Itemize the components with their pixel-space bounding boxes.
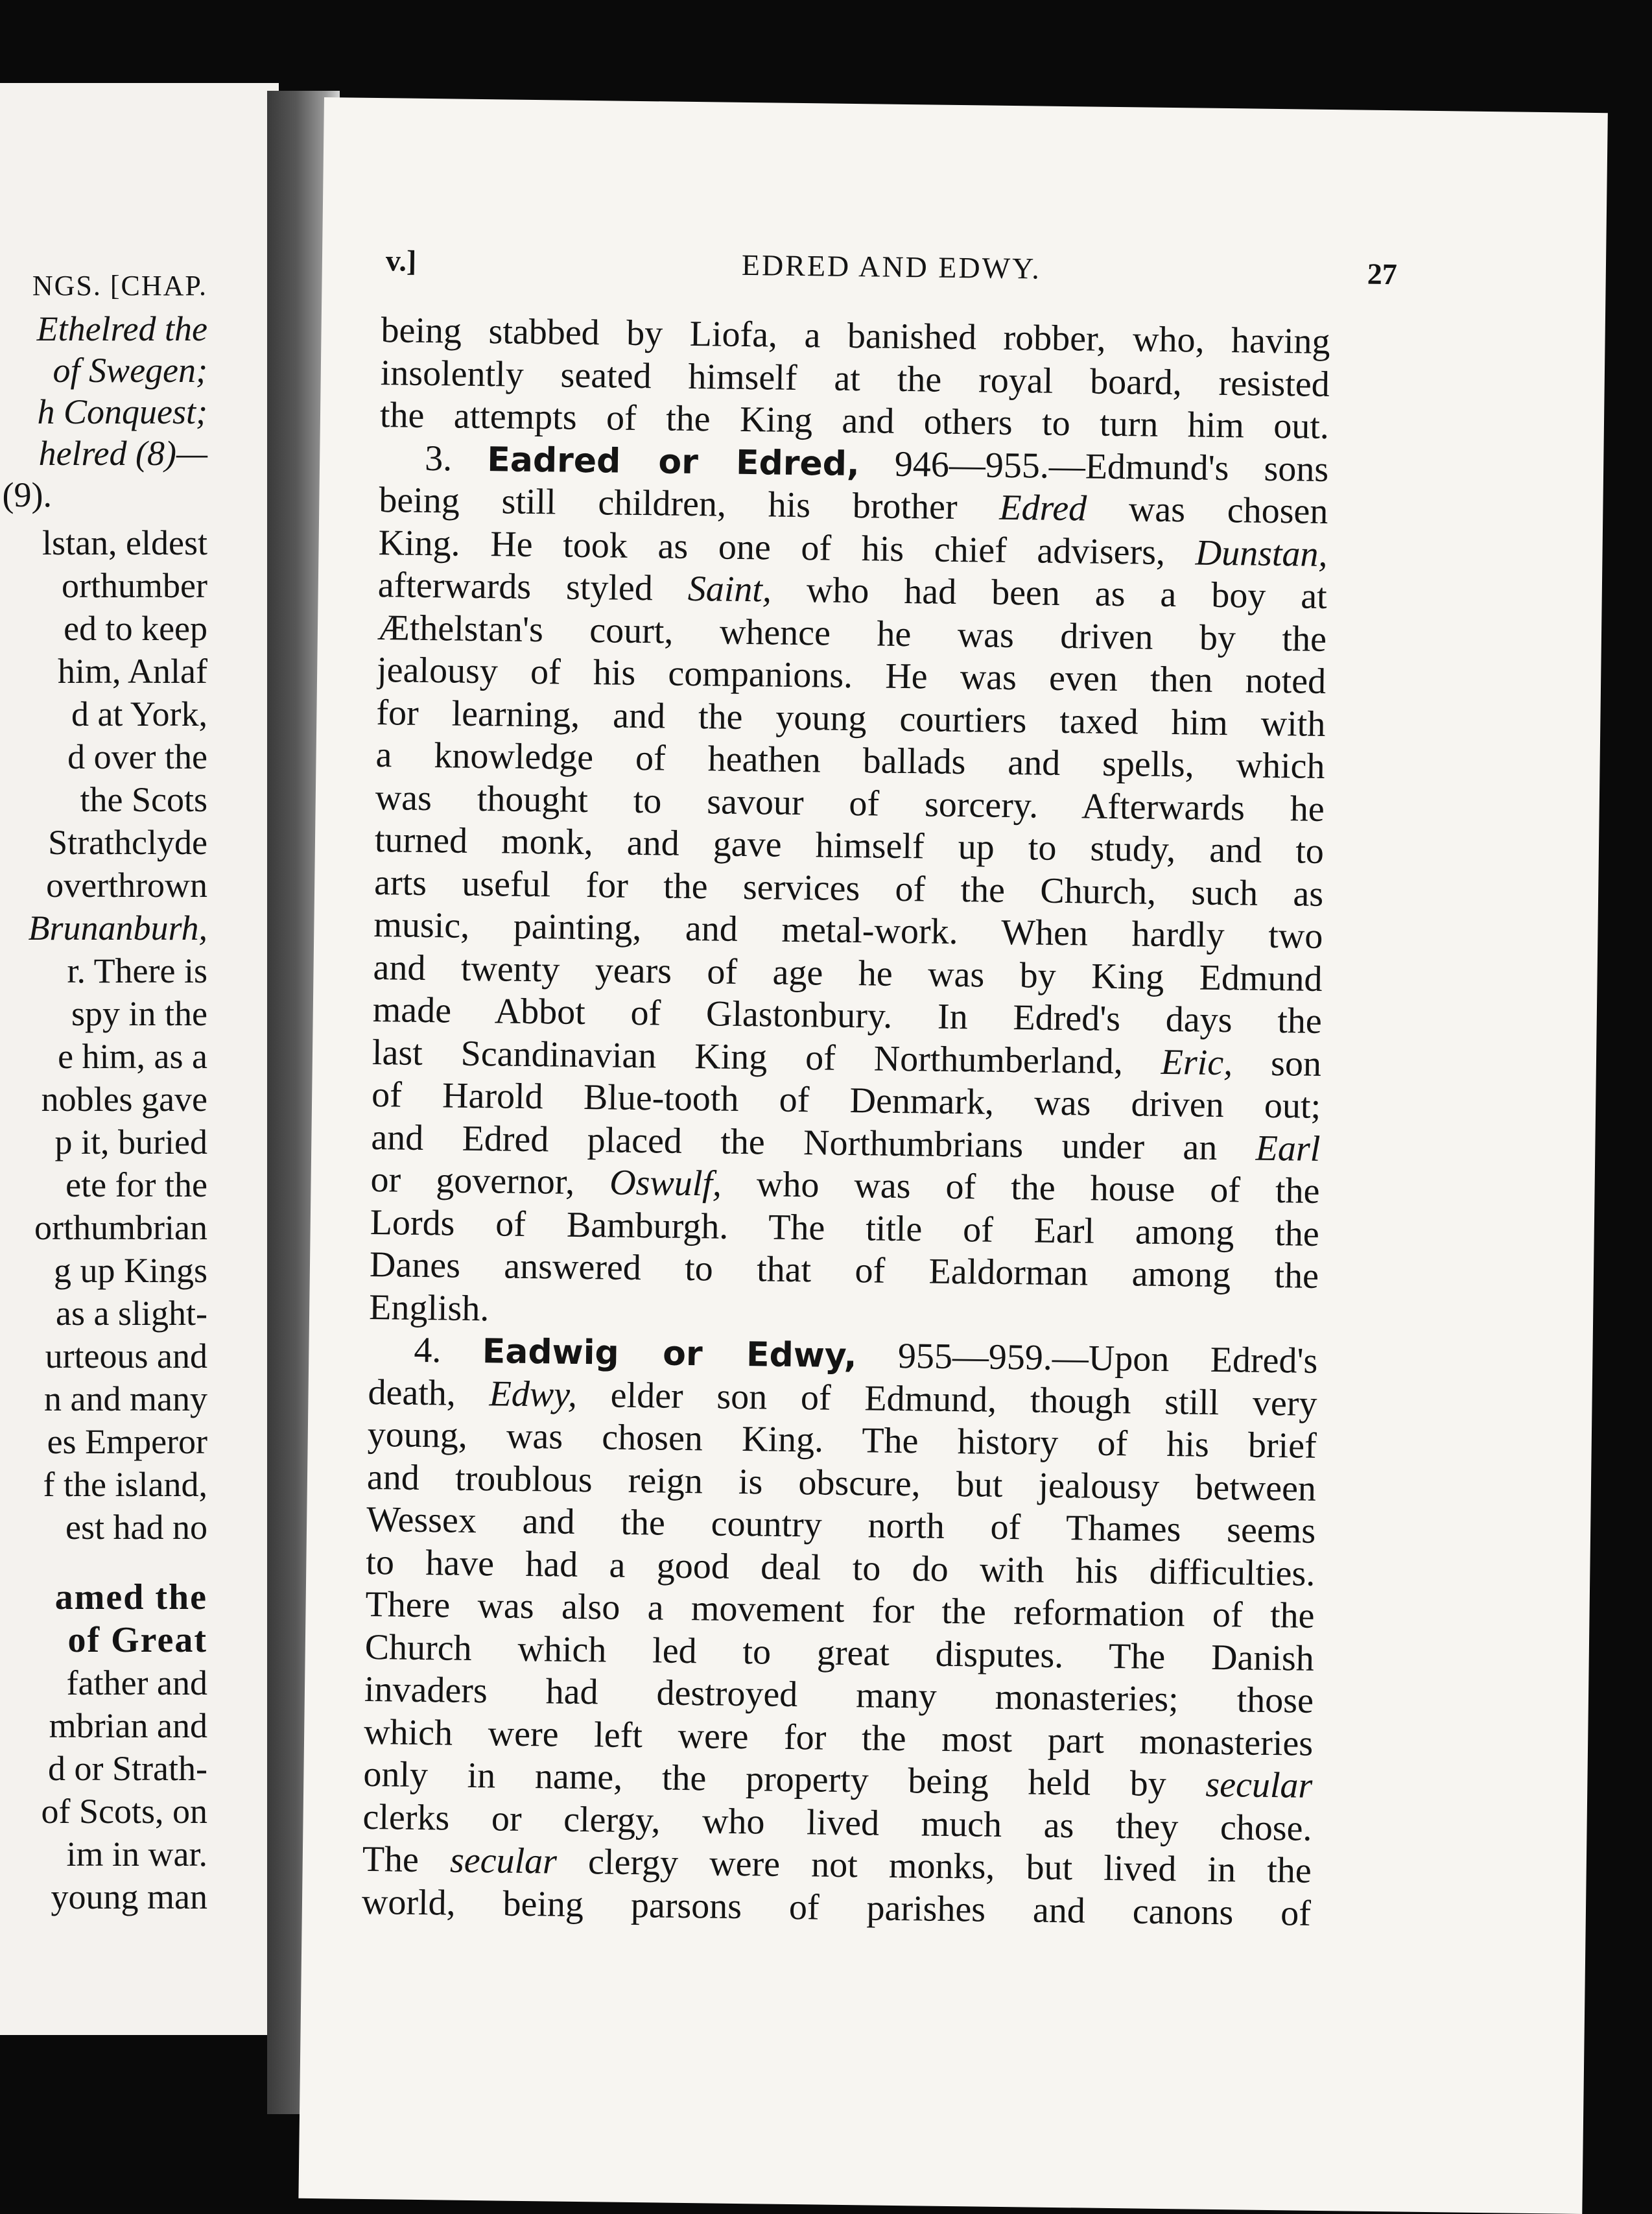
section-heading-eadwig: Eadwig or Edwy, [482, 1332, 857, 1376]
left-line: es Emperor [47, 1422, 207, 1461]
running-title: EDRED AND EDWY. [741, 248, 1042, 285]
left-line: mbrian and [49, 1706, 207, 1745]
text-line: Æthelstan's court, whence he was driven by the [377, 607, 1327, 660]
page-number: 27 [1367, 257, 1398, 291]
text-line: being still children, his brother Edred was chosen [379, 480, 1328, 532]
text-line: The secular clergy were not monks, but lived in the [362, 1839, 1312, 1891]
left-line: d at York, [71, 695, 207, 733]
left-line: the Scots [80, 780, 207, 819]
right-page [298, 97, 1607, 2214]
text-line: made Abbot of Glastonbury. In Edred's days the [372, 990, 1323, 1042]
text-line: or governor, Oswulf, who was of the house of the [370, 1160, 1320, 1211]
section-heading-line: 3. Eadred or Edred, 946—955.—Edmund's sons [424, 438, 1329, 490]
left-line: orthumbrian [34, 1208, 207, 1247]
left-line: d or Strath- [48, 1749, 207, 1788]
text-line: insolently seated himself at the royal board, resisted [380, 352, 1330, 405]
text-line: music, painting, and metal-work. When hardly two [373, 905, 1323, 957]
text-line: and twenty years of age he was by King Edmund [373, 947, 1323, 999]
text-line: which were left were for the most part monasteries [363, 1711, 1314, 1764]
left-line: as a slight- [56, 1294, 207, 1333]
text-line: invaders had destroyed many monasteries; those [364, 1669, 1314, 1721]
left-line: h Conquest; [37, 392, 207, 431]
left-line: Ethelred the [36, 309, 207, 348]
left-line: amed the [54, 1577, 207, 1617]
text-line: to have had a good deal to do with his difficulties. [366, 1541, 1316, 1594]
text-line: Danes answered to that of Ealdorman among the [369, 1244, 1319, 1296]
section-heading-line: 4. Eadwig or Edwy, 955—959.—Upon Edred's [414, 1329, 1318, 1381]
text-line: last Scandinavian King of Northumberland, Eric, son [372, 1032, 1322, 1084]
text-line: of Harold Blue-tooth of Denmark, was driven out; [371, 1075, 1321, 1126]
left-line: spy in the [71, 994, 207, 1033]
text-line: Wessex and the country north of Thames seems [366, 1499, 1316, 1551]
text-line: was thought to savour of sorcery. Afterwards he [375, 777, 1325, 829]
text-line: death, Edwy, elder son of Edmund, though still very [368, 1372, 1317, 1424]
left-line: of Great [67, 1620, 207, 1660]
left-line: overthrown [46, 866, 207, 905]
left-line: (9). [2, 475, 52, 514]
left-page [0, 83, 279, 2035]
text-line: being stabbed by Liofa, a banished robber, who, having [381, 310, 1330, 362]
left-line: him, Anlaf [58, 652, 207, 691]
left-line: urteous and [45, 1337, 207, 1375]
left-line: e him, as a [58, 1037, 207, 1076]
text-line: King. He took as one of his chief advisers, Dunstan, [378, 522, 1328, 575]
text-line: jealousy of his companions. He was even then noted [376, 650, 1327, 702]
text-line: Lords of Bamburgh. The title of Earl among the [370, 1202, 1320, 1254]
left-line: nobles gave [41, 1080, 207, 1119]
left-line: of Swegen; [53, 351, 207, 390]
left-line: f the island, [43, 1465, 207, 1504]
left-line: n and many [44, 1379, 207, 1418]
left-line: lstan, eldest [42, 523, 207, 562]
left-running-head: NGS. [CHAP. [32, 270, 207, 302]
text-line: young, was chosen King. The history of his brief [367, 1414, 1317, 1466]
text-line: and Edred placed the Northumbrians under an Earl [371, 1117, 1321, 1169]
text-line: English. [368, 1287, 490, 1329]
left-line: helred (8)— [38, 434, 207, 473]
running-head [385, 243, 1397, 301]
chapter-marker: v.] [385, 244, 417, 278]
text-line: clerks or clergy, who lived much as they chose. [362, 1796, 1312, 1849]
body-text [362, 309, 1330, 1935]
text-line: turned monk, and gave himself up to study, and to [374, 820, 1325, 872]
left-line: d over the [67, 737, 207, 776]
left-line: young man [51, 1877, 207, 1916]
left-line: r. There is [67, 951, 207, 990]
left-line: g up Kings [53, 1251, 207, 1290]
text-line: arts useful for the services of the Church, such as [373, 862, 1324, 914]
text-line: world, being parsons of parishes and canons of [361, 1881, 1312, 1934]
left-line: Brunanburh, [28, 909, 207, 947]
left-line: ed to keep [64, 609, 207, 648]
left-line: im in war. [66, 1835, 207, 1874]
text-line: for learning, and the young courtiers taxed him with [376, 692, 1326, 744]
left-line: orthumber [62, 566, 207, 605]
text-line: a knowledge of heathen ballads and spells, which [375, 735, 1325, 787]
text-line: Church which led to great disputes. The Danish [364, 1626, 1315, 1679]
text-line: There was also a movement for the reformation of the [365, 1584, 1315, 1636]
left-line: est had no [65, 1508, 207, 1547]
left-line: of Scots, on [41, 1792, 207, 1831]
text-line: the attempts of the King and others to turn him out. [379, 395, 1330, 447]
left-line: p it, buried [54, 1123, 207, 1161]
text-line: afterwards styled Saint, who had been as a boy at [377, 565, 1328, 617]
left-line: father and [66, 1663, 207, 1702]
text-line: only in name, the property being held by secular [363, 1754, 1313, 1806]
text-line: and troublous reign is obscure, but jealousy between [366, 1457, 1317, 1509]
section-heading-eadred: Eadred or Edred, [486, 440, 860, 484]
left-line: Strathclyde [48, 823, 207, 862]
left-line: ete for the [65, 1165, 207, 1204]
